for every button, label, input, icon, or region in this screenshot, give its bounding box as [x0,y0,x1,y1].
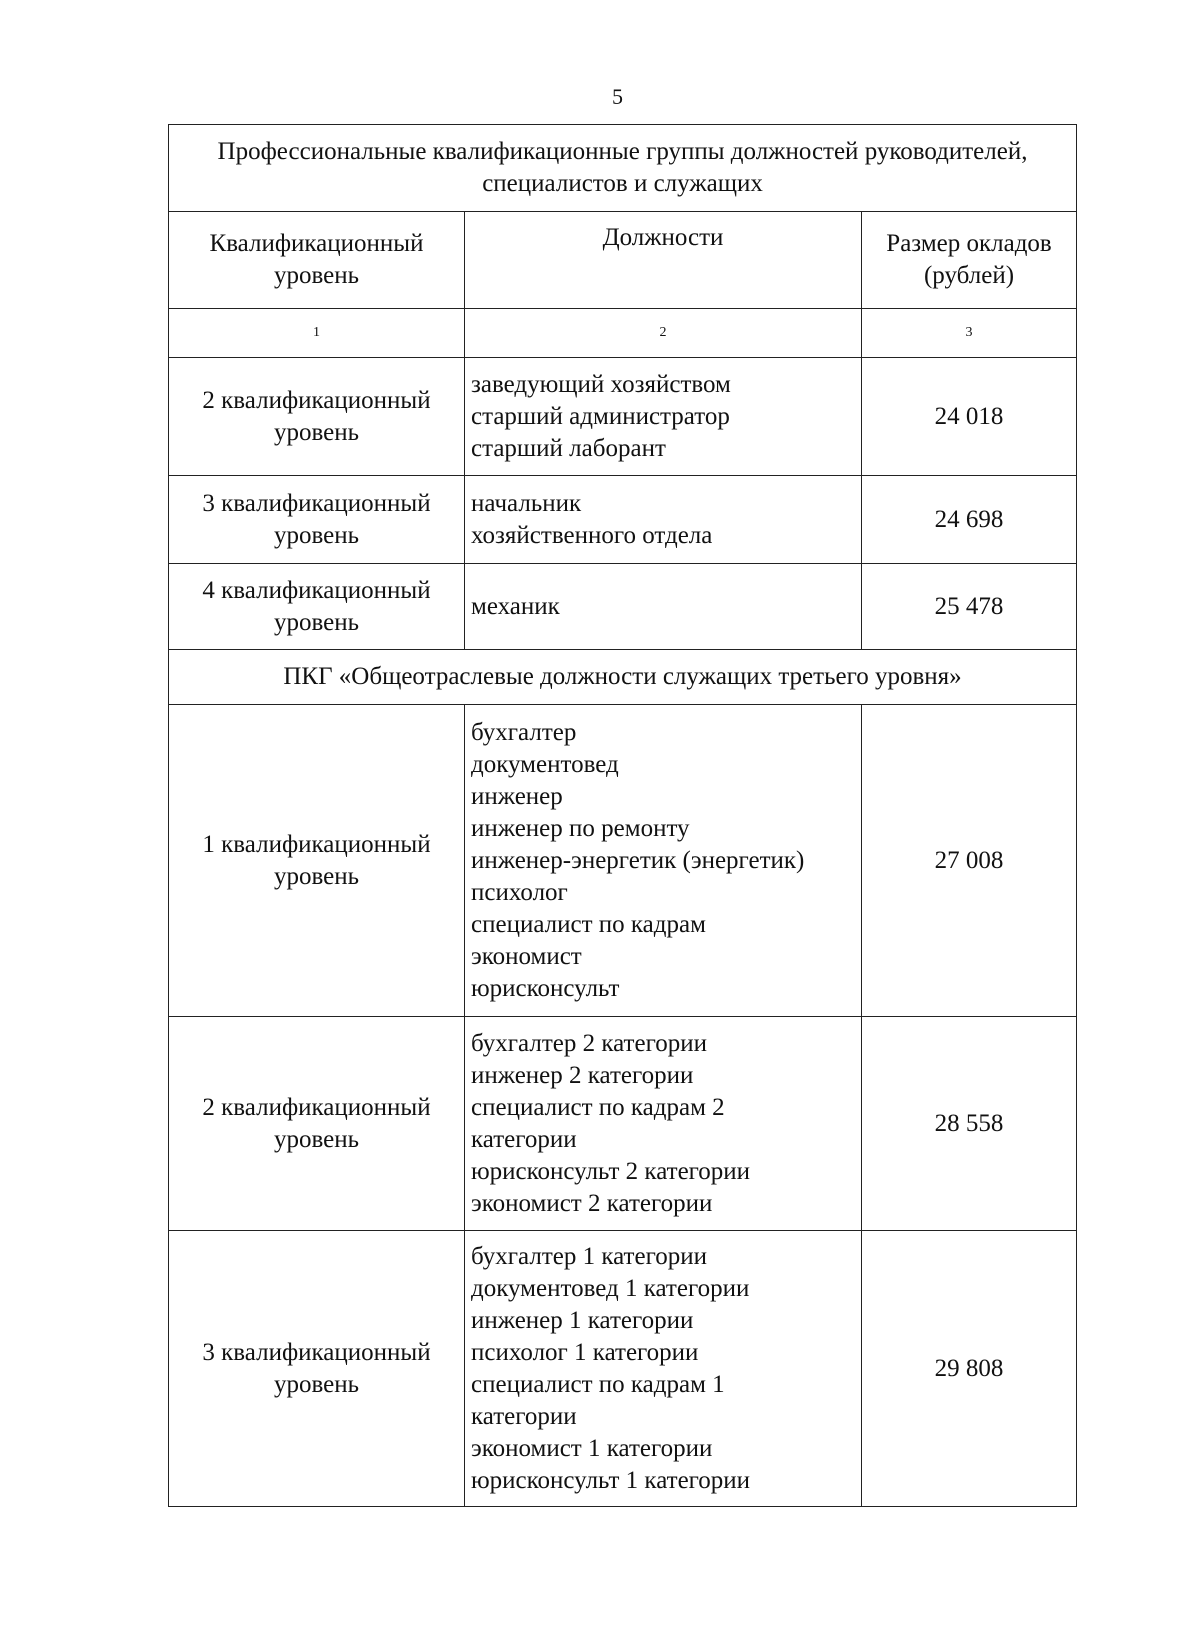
position-item: экономист 1 категории [471,1434,713,1462]
salary-value: 28 558 [862,1017,1077,1231]
salary-value: 29 808 [862,1231,1077,1507]
position-item: категории [471,1402,577,1430]
position-item: механик [471,592,560,620]
section-title: ПКГ «Общеотраслевые должности служащих третьего уровня» [169,650,1077,705]
position-item: специалист по кадрам 2 [471,1093,725,1121]
position-item: категории [471,1125,577,1153]
header-level: Квалификационный уровень [169,212,465,309]
header-positions: Должности [465,212,862,309]
table-row [169,358,1077,476]
qualification-level: 3 квалификационный уровень [169,1231,465,1507]
positions-list [465,358,862,476]
table-row [169,476,1077,564]
table-row [169,1231,1077,1507]
salary-value: 24 018 [862,358,1077,476]
salary-value: 25 478 [862,564,1077,650]
position-item: инженер 2 категории [471,1061,694,1089]
position-item: документовед [471,750,619,778]
position-item: юрисконсульт 1 категории [471,1466,751,1494]
page-number: 5 [612,84,623,109]
position-item: юрисконсульт [471,974,620,1002]
position-item: бухгалтер 1 категории [471,1242,707,1270]
salary-value: 24 698 [862,476,1077,564]
qualification-level: 1 квалификационный уровень [169,705,465,1017]
position-item: психолог [471,878,568,906]
position-item: старший лаборант [471,434,666,462]
position-item: специалист по кадрам 1 [471,1370,725,1398]
positions-list [465,1017,862,1231]
positions-list [465,705,862,1017]
qualification-level: 2 квалификационный уровень [169,358,465,476]
table-row [169,1017,1077,1231]
position-item: юрисконсульт 2 категории [471,1157,751,1185]
qualification-level: 3 квалификационный уровень [169,476,465,564]
table-title: Профессиональные квалификационные группы должностей руководителей, специалистов и служащих [169,125,1077,212]
salary-value: 27 008 [862,705,1077,1017]
positions-list [465,564,862,650]
position-item: инженер 1 категории [471,1306,694,1334]
header-salary: Размер окладов (рублей) [862,212,1077,309]
position-item: хозяйственного отдела [471,521,713,549]
position-item: экономист [471,942,582,970]
column-number: 3 [862,309,1077,358]
qualification-level: 4 квалификационный уровень [169,564,465,650]
position-item: инженер по ремонту [471,814,690,842]
column-number: 1 [169,309,465,358]
position-item: специалист по кадрам [471,910,706,938]
column-number: 2 [465,309,862,358]
positions-list [465,1231,862,1507]
position-item: психолог 1 категории [471,1338,699,1366]
qualification-level: 2 квалификационный уровень [169,1017,465,1231]
position-item: инженер-энергетик (энергетик) [471,846,805,874]
position-item: экономист 2 категории [471,1189,713,1217]
table-row [169,564,1077,650]
position-item: начальник [471,489,582,517]
qualification-table [168,124,1077,1507]
positions-list [465,476,862,564]
position-item: инженер [471,782,563,810]
table-row [169,705,1077,1017]
position-item: заведующий хозяйством [471,370,731,398]
position-item: бухгалтер 2 категории [471,1029,707,1057]
position-item: бухгалтер [471,718,577,746]
position-item: документовед 1 категории [471,1274,750,1302]
position-item: старший администратор [471,402,730,430]
